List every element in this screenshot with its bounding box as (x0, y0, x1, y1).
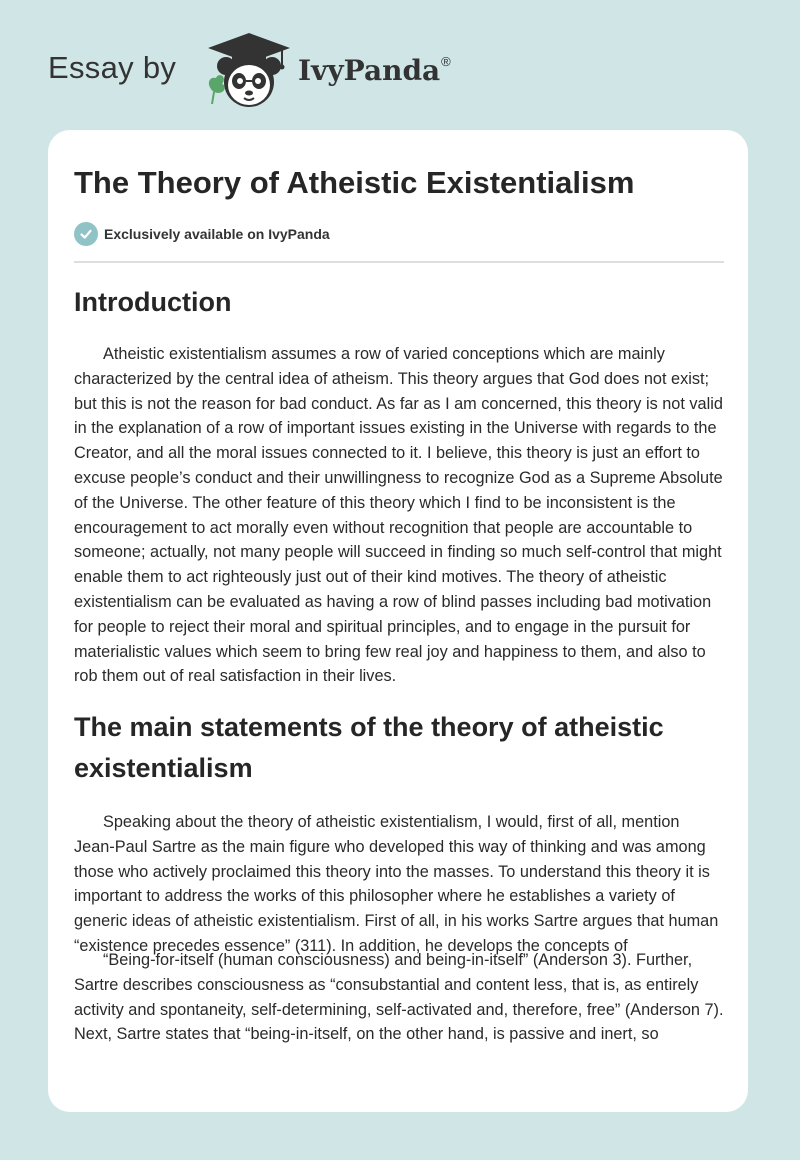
registered-mark: ® (441, 54, 451, 69)
exclusive-badge (74, 221, 330, 247)
introduction-paragraph: Atheistic existentialism assumes a row of varied conceptions which are mainly characterized by the central idea of atheism. This theory argues that God does not exist; but this is not the reason for bad conduct. As far as I am concerned, this theory is not valid in the explanation of a row of important issues existing in the Universe with regards to the Creator, and all the moral issues connected to it. I believe, this theory is just an effort to excuse people’s conduct and their unwillingness to recognize God as a Supreme Absolute of the Universe. The other feature of this theory which I find to be inconsistent is the encouragement to act morally even without recognition that people are accountable to someone; actually, not many people will succeed in finding so much self-control that might enable them to act righteously just out of their kind motives. The theory of atheistic existentialism can be evaluated as having a row of blind passes including bad motivation for people to reject their moral and spiritual principles, and to engage in the pursuit for materialistic values which seem to bring few real joy and happiness to them, and also to rob them out of real satisfaction in their lives. (74, 345, 723, 686)
main-statements-paragraph: Speaking about the theory of atheistic existentialism, I would, first of all, mention Jean-Paul Sartre as the main figure who developed this way of thinking and was among those who actively proclaimed this theory into the masses. To understand this theory it is important to address the works of this philosopher where he establishes a variety of generic ideas of atheistic existentialism. First of all, in his works Sartre argues that human “existence precedes essence” (311). In addition, he develops the concepts of (74, 813, 719, 955)
check-circle-icon (74, 222, 98, 246)
site-header (48, 30, 548, 110)
main-statements-paragraph-continued: “Being-for-itself (human consciousness) and being-in-itself” (Anderson 3). Further, Sartre describes consciousness as “consubstantial and content less, that is, as entirely activity and spontaneity, self-determining, self-activated and, therefore, free” (Anderson 7). Next, Sartre states that “being-in-itself, on the other hand, is passive and inert, so (74, 951, 724, 1044)
divider (74, 261, 724, 263)
brand-name[interactable]: IvyPanda® (298, 54, 451, 87)
essay-by-label: Essay by (48, 50, 177, 85)
exclusive-label: Exclusively available on IvyPanda (104, 226, 330, 242)
essay-card (48, 130, 748, 1112)
panda-graduate-logo-icon[interactable] (202, 30, 297, 110)
section-heading-introduction: Introduction (74, 287, 232, 317)
page-title: The Theory of Atheistic Existentialism (74, 165, 635, 200)
section-heading-main-statements: The main statements of the theory of atheistic existentialism (74, 712, 664, 783)
